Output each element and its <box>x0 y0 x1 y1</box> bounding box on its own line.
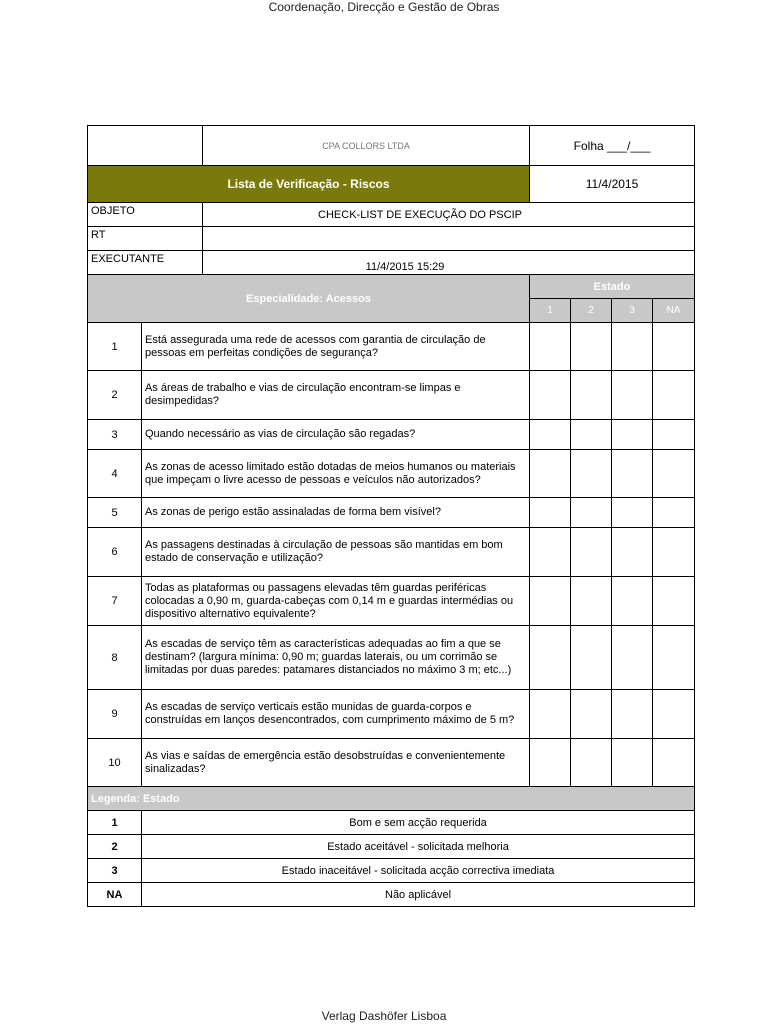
legend-row <box>88 835 695 859</box>
estado-check-cell[interactable] <box>571 450 612 498</box>
estado-check-cell[interactable] <box>571 528 612 577</box>
question-number: 2 <box>88 371 142 420</box>
estado-check-cell[interactable] <box>612 323 653 371</box>
checklist-table <box>87 125 695 907</box>
page-header: Coordenação, Direcção e Gestão de Obras <box>268 0 500 14</box>
question-row <box>88 323 695 371</box>
estado-check-cell[interactable] <box>530 528 571 577</box>
estado-check-cell[interactable] <box>653 498 695 528</box>
specialty-header-row <box>88 275 695 299</box>
question-number: 8 <box>88 626 142 690</box>
legend-description: Estado aceitável - solicitada melhoria <box>142 835 695 859</box>
estado-check-cell[interactable] <box>653 626 695 690</box>
estado-check-cell[interactable] <box>571 371 612 420</box>
question-text: As zonas de acesso limitado estão dotadas de meios humanos ou materiais que impeçam o livre acesso de pessoas e veículos não autorizados? <box>142 450 530 498</box>
question-text: As áreas de trabalho e vias de circulação encontram-se limpas e desimpedidas? <box>142 371 530 420</box>
question-number: 7 <box>88 577 142 626</box>
estado-check-cell[interactable] <box>571 739 612 787</box>
question-number: 5 <box>88 498 142 528</box>
estado-check-cell[interactable] <box>571 577 612 626</box>
estado-check-cell[interactable] <box>612 577 653 626</box>
executante-label: EXECUTANTE <box>88 251 203 275</box>
estado-check-cell[interactable] <box>653 528 695 577</box>
estado-check-cell[interactable] <box>612 626 653 690</box>
estado-check-cell[interactable] <box>612 498 653 528</box>
question-text: Quando necessário as vias de circulação são regadas? <box>142 420 530 450</box>
logo-cell <box>88 126 203 166</box>
legend-header-row <box>88 787 695 811</box>
legend-code: NA <box>88 883 142 907</box>
legend-title: Legenda: Estado <box>88 787 695 811</box>
legend-row <box>88 859 695 883</box>
legend-row <box>88 883 695 907</box>
question-text: As zonas de perigo estão assinaladas de forma bem visível? <box>142 498 530 528</box>
question-row <box>88 420 695 450</box>
estado-col-header: 2 <box>571 299 612 323</box>
objeto-label: OBJETO <box>88 203 203 227</box>
objeto-value: CHECK-LIST DE EXECUÇÃO DO PSCIP <box>203 203 695 227</box>
question-number: 9 <box>88 690 142 739</box>
estado-header: Estado <box>530 275 695 299</box>
estado-check-cell[interactable] <box>653 371 695 420</box>
rt-value <box>203 227 695 251</box>
estado-check-cell[interactable] <box>612 528 653 577</box>
rt-row <box>88 227 695 251</box>
estado-check-cell[interactable] <box>530 323 571 371</box>
page-footer: Verlag Dashöfer Lisboa <box>321 1009 447 1023</box>
estado-check-cell[interactable] <box>530 577 571 626</box>
estado-check-cell[interactable] <box>530 690 571 739</box>
estado-check-cell[interactable] <box>530 450 571 498</box>
question-text: As passagens destinadas à circulação de pessoas são mantidas em bom estado de conservação e utilização? <box>142 528 530 577</box>
specialty-title: Especialidade: Acessos <box>88 275 530 323</box>
question-text: As escadas de serviço verticais estão munidas de guarda-corpos e construídas em lanços desencontrados, com cumprimento máximo de 5 m? <box>142 690 530 739</box>
estado-check-cell[interactable] <box>530 371 571 420</box>
question-text: As vias e saídas de emergência estão desobstruídas e convenientemente sinalizadas? <box>142 739 530 787</box>
estado-check-cell[interactable] <box>571 498 612 528</box>
estado-check-cell[interactable] <box>571 626 612 690</box>
estado-check-cell[interactable] <box>653 420 695 450</box>
estado-check-cell[interactable] <box>530 739 571 787</box>
legend-code: 1 <box>88 811 142 835</box>
question-row <box>88 371 695 420</box>
question-row <box>88 528 695 577</box>
folha-field: Folha ___/___ <box>530 126 695 166</box>
company-row <box>88 126 695 166</box>
legend-row <box>88 811 695 835</box>
objeto-row <box>88 203 695 227</box>
company-name: CPA COLLORS LTDA <box>203 126 530 166</box>
estado-check-cell[interactable] <box>653 690 695 739</box>
estado-check-cell[interactable] <box>571 420 612 450</box>
estado-check-cell[interactable] <box>653 323 695 371</box>
question-row <box>88 690 695 739</box>
estado-check-cell[interactable] <box>653 450 695 498</box>
estado-col-header: 1 <box>530 299 571 323</box>
estado-check-cell[interactable] <box>612 690 653 739</box>
legend-description: Bom e sem acção requerida <box>142 811 695 835</box>
estado-check-cell[interactable] <box>571 323 612 371</box>
estado-check-cell[interactable] <box>612 371 653 420</box>
estado-check-cell[interactable] <box>653 577 695 626</box>
title-row <box>88 166 695 203</box>
rt-label: RT <box>88 227 203 251</box>
question-text: As escadas de serviço têm as características adequadas ao fim a que se destinam? (largura mínima: 0,90 m; guardas laterais, ou um corrimão se limitadas por duas paredes: patamares distanciados no máximo 3 m; etc...) <box>142 626 530 690</box>
question-row <box>88 739 695 787</box>
question-text: Todas as plataformas ou passagens elevadas têm guardas periféricas colocadas a 0,90 m, guarda-cabeças com 0,14 m e guardas intermédias ou dispositivo alternativo equivalente? <box>142 577 530 626</box>
estado-col-header: NA <box>653 299 695 323</box>
question-row <box>88 626 695 690</box>
estado-check-cell[interactable] <box>612 420 653 450</box>
question-number: 6 <box>88 528 142 577</box>
executante-row <box>88 251 695 275</box>
estado-check-cell[interactable] <box>530 498 571 528</box>
estado-check-cell[interactable] <box>653 739 695 787</box>
question-row <box>88 498 695 528</box>
date-value: 11/4/2015 <box>530 166 695 203</box>
estado-check-cell[interactable] <box>571 690 612 739</box>
page-title: Lista de Verificação - Riscos <box>88 166 530 203</box>
question-row <box>88 450 695 498</box>
legend-description: Estado inaceitável - solicitada acção correctiva imediata <box>142 859 695 883</box>
question-text: Está assegurada uma rede de acessos com garantia de circulação de pessoas em perfeitas condições de segurança? <box>142 323 530 371</box>
estado-check-cell[interactable] <box>530 420 571 450</box>
executante-value: 11/4/2015 15:29 <box>203 251 695 275</box>
estado-check-cell[interactable] <box>530 626 571 690</box>
question-row <box>88 577 695 626</box>
estado-col-header: 3 <box>612 299 653 323</box>
legend-code: 3 <box>88 859 142 883</box>
legend-code: 2 <box>88 835 142 859</box>
question-number: 3 <box>88 420 142 450</box>
question-number: 4 <box>88 450 142 498</box>
estado-check-cell[interactable] <box>612 739 653 787</box>
legend-description: Não aplicável <box>142 883 695 907</box>
question-number: 10 <box>88 739 142 787</box>
question-number: 1 <box>88 323 142 371</box>
estado-check-cell[interactable] <box>612 450 653 498</box>
